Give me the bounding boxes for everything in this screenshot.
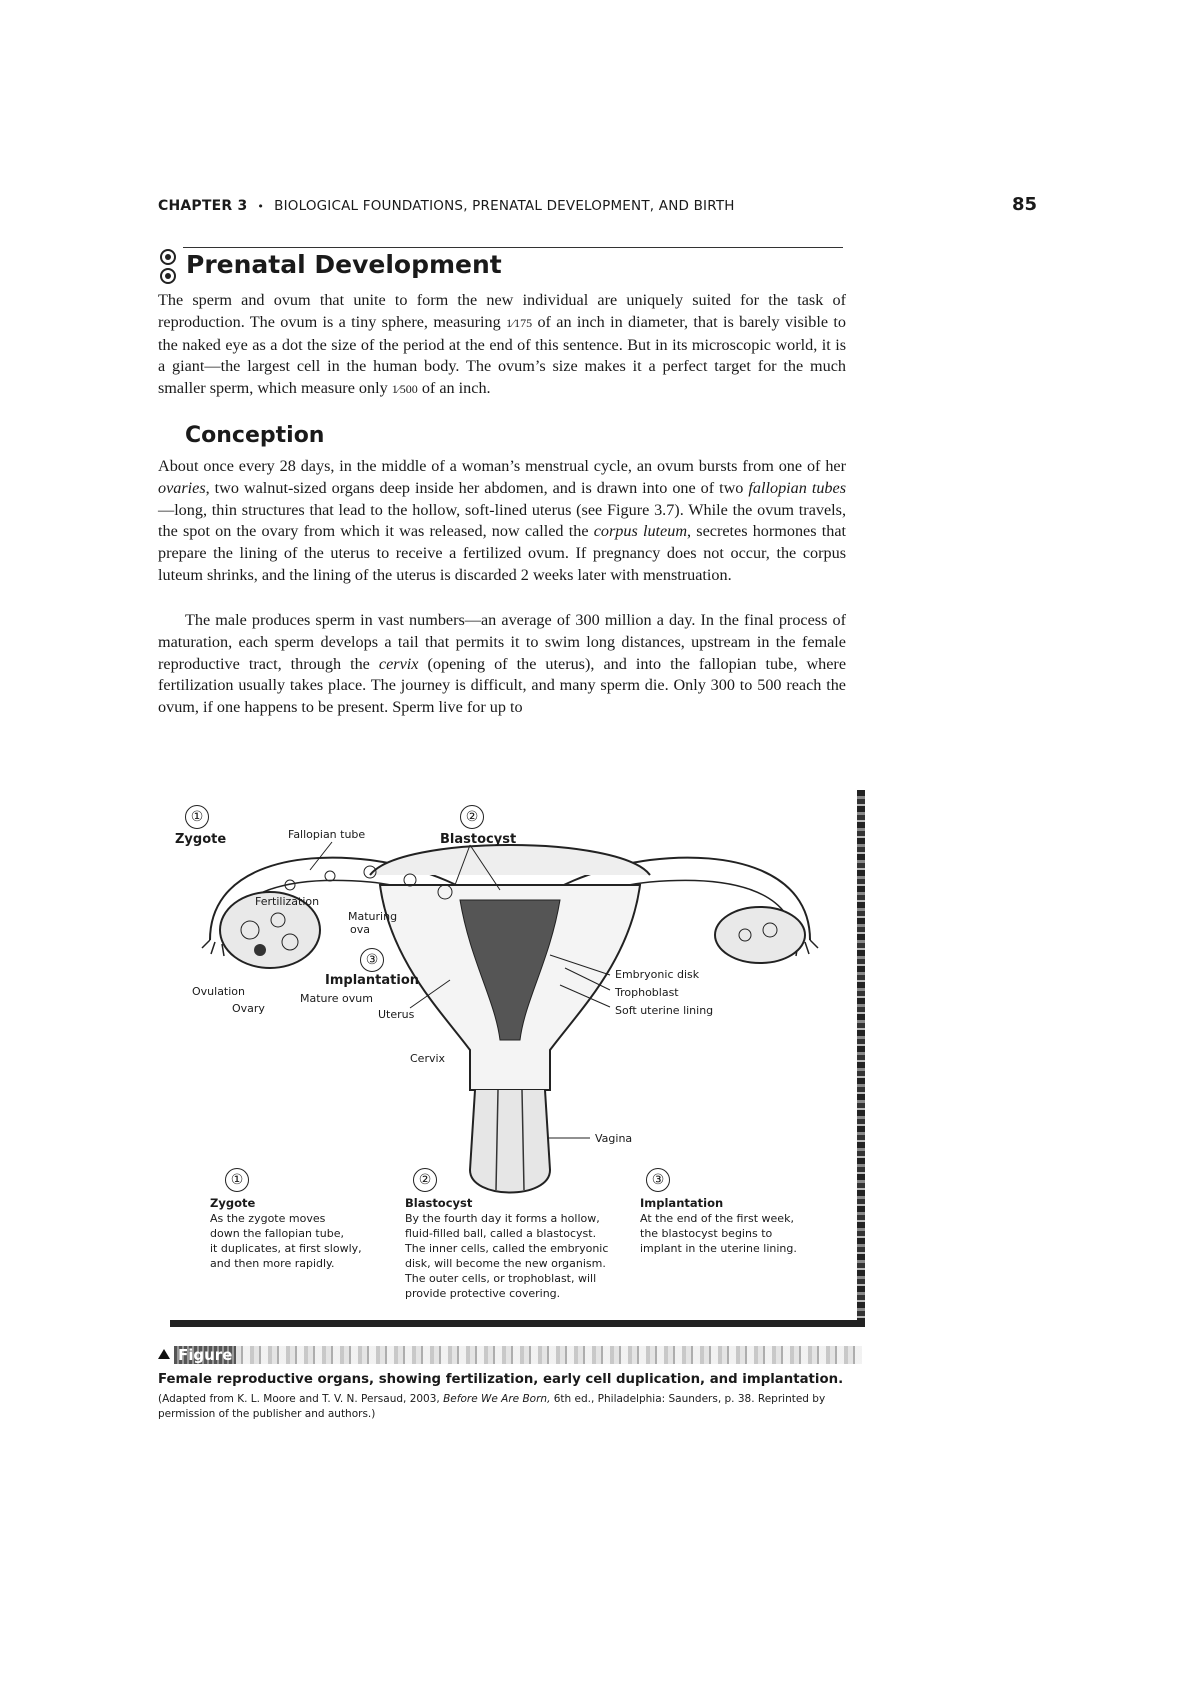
marker-1: ① (185, 805, 209, 829)
page-number: 85 (1012, 194, 1038, 215)
figure-caption: Female reproductive organs, showing fertilization, early cell duplication, and implantation. (158, 1372, 844, 1387)
label-embryonic-disk: Embryonic disk (615, 968, 700, 981)
chapter-title: BIOLOGICAL FOUNDATIONS, PRENATAL DEVELOPMENT, AND BIRTH (274, 198, 735, 214)
figure-credit: (Adapted from K. L. Moore and T. V. N. Persaud, 2003, Before We Are Born, 6th ed., Philadelphia: Saunders, p. 38. Reprinted by permission of the publisher and authors.) (158, 1393, 826, 1420)
label-ovary: Ovary (232, 1002, 265, 1015)
triangle-icon (158, 1349, 170, 1359)
chapter-label: CHAPTER 3 (158, 198, 248, 214)
label-maturing: Maturing (348, 910, 398, 923)
label-zygote: Zygote (175, 832, 227, 847)
label-vagina: Vagina (595, 1132, 633, 1145)
bullet: • (257, 200, 265, 213)
scan-noise-strip (232, 1346, 862, 1364)
conception-paragraph-1: About once every 28 days, in the middle of a woman’s menstrual cycle, an ovum bursts from one of her ovaries, two walnut-sized organs deep inside her abdomen, and is drawn into one of two fallopian tubes—long, thin structures that lead to the hollow, soft-lined uterus (see Figure 3.7). While the ovum travels, the spot on the ovary from which it was released, now called the corpus luteum, secretes hormones that prepare the lining of the uterus to receive a fertilized ovum. If pregnancy does not occur, the corpus luteum shrinks, and the lining of the uterus is discarded 2 weeks later with menstruation. (158, 457, 847, 584)
stage-3-marker: ③ (646, 1168, 670, 1192)
label-implantation: Implantation (325, 973, 420, 988)
label-blastocyst: Blastocyst (440, 832, 517, 847)
label-fertilization: Fertilization (255, 895, 320, 908)
stage-implantation: Implantation At the end of the first week, the blastocyst begins to implant in the uterine lining. (640, 1196, 797, 1255)
label-ova: ova (350, 923, 370, 936)
subsection-title: Conception (185, 423, 325, 448)
marker-3: ③ (360, 948, 384, 972)
figure-3-7 (170, 790, 865, 1328)
section-marker-icon (158, 245, 180, 287)
running-head (158, 198, 735, 214)
intro-paragraph: The sperm and ovum that unite to form the new individual are uniquely suited for the task of reproduction. The ovum is a tiny sphere, measuring 1⁄175 of an inch in diameter, that is barely visible to the naked eye as a dot the size of the period at the end of this sentence. But in its microscopic world, it is a giant—the largest cell in the human body. The ovum’s size makes it a perfect target for the much smaller sperm, which measure only 1⁄500 of an inch. (158, 291, 846, 398)
label-soft-uterine-lining: Soft uterine lining (615, 1004, 714, 1017)
stage-2-marker: ② (413, 1168, 437, 1192)
figure-border-bottom (170, 1320, 865, 1327)
stage-blastocyst: Blastocyst By the fourth day it forms a hollow, fluid-filled ball, called a blastocyst. The inner cells, called the embryonic disk, will become the new organism. The outer cells, or trophoblast, will provide protective covering. (405, 1196, 609, 1300)
section-rule (183, 247, 843, 248)
label-ovulation: Ovulation (192, 985, 246, 998)
marker-2: ② (460, 805, 484, 829)
label-trophoblast: Trophoblast (615, 986, 679, 999)
label-uterus: Uterus (378, 1008, 415, 1021)
label-mature-ovum: Mature ovum (300, 992, 373, 1005)
figure-tag: Figure (158, 1346, 236, 1364)
section-title: Prenatal Development (186, 250, 502, 279)
conception-paragraph-2: The male produces sperm in vast numbers—an average of 300 million a day. In the final process of maturation, each sperm develops a tail that permits it to swim long distances, upstream in the female reproductive tract, through the cervix (opening of the uterus), and into the fallopian tube, where fertilization usually takes place. The journey is difficult, and many sperm die. Only 300 to 500 reach the ovum, if one happens to be present. Sperm live for up to (158, 611, 847, 717)
label-cervix: Cervix (410, 1052, 446, 1065)
stage-zygote: Zygote As the zygote moves down the fallopian tube, it duplicates, at first slowly, and then more rapidly. (210, 1196, 362, 1270)
stage-1-marker: ① (225, 1168, 249, 1192)
label-fallopian-tube: Fallopian tube (288, 828, 366, 841)
